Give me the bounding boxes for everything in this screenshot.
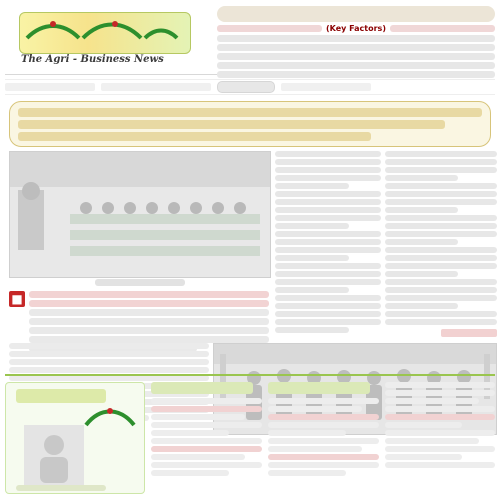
text-line [275,199,381,205]
note-line [385,390,495,396]
masthead-line [217,62,495,69]
text-line [275,223,349,229]
right-column [385,151,497,339]
text-line [29,336,269,343]
text-line [275,215,381,221]
lead-photo [9,151,271,278]
text-line [29,318,269,325]
list-title [268,382,370,394]
text-line [385,311,497,317]
text-line [385,287,497,293]
list-item [151,446,262,452]
logo-wordmark-icon [23,14,185,48]
text-line [385,271,458,277]
list-item [268,454,379,460]
key-factors-text: (Key Factors) [326,24,386,33]
note-line [385,414,495,420]
list-title [151,382,253,394]
text-line [275,255,349,261]
list-item [268,414,379,420]
key-factors-line [217,24,495,33]
masthead-right [217,4,495,74]
lead-line [18,120,445,129]
text-line [9,367,209,373]
masthead-line [217,71,495,78]
person-icon [24,425,84,487]
note-line [385,430,495,436]
note-line [385,422,462,428]
dropcap-icon: ■ [9,291,25,307]
list-item [151,414,245,420]
text-line [385,159,497,165]
text-line [385,295,497,301]
text-line [275,151,381,157]
main-area [5,151,495,341]
note-line [385,446,495,452]
text-line [29,309,269,316]
note-line [385,462,495,468]
list-item [268,438,379,444]
text-line [275,231,381,237]
list-item [151,470,229,476]
text-line [29,291,269,298]
text-line [385,239,458,245]
text-line [9,359,209,365]
strip-cell [101,83,211,91]
photo-caption [95,279,185,286]
text-line [275,303,381,309]
list-item [151,462,262,468]
text-line [275,319,381,325]
list-item [268,470,346,476]
list-item [268,398,379,404]
masthead-line [217,44,495,51]
text-line [275,263,381,269]
text-line [275,295,381,301]
note-line [385,406,495,412]
text-line [385,183,497,189]
list-column-2 [268,382,379,494]
kf-bar-left [217,25,322,32]
list-column-1 [151,382,262,494]
text-line [275,207,381,213]
info-strip [5,79,495,95]
list-item [151,406,262,412]
strip-cell [5,83,95,91]
text-line [385,215,497,221]
date-pill [217,81,275,93]
text-line [385,191,497,197]
list-item [268,422,379,428]
text-line [275,183,349,189]
promo-caption [16,485,106,491]
list-item [268,406,362,412]
text-line [29,300,269,307]
text-line [275,327,349,333]
text-line [275,175,381,181]
text-line [385,151,497,157]
text-line [9,343,209,349]
list-item [268,430,346,436]
strip-cell [281,83,371,91]
text-line [385,175,458,181]
text-line [385,303,458,309]
masthead [5,4,495,75]
person-silhouette-icon [24,425,84,487]
lead-line [18,108,482,117]
logo-area [5,4,215,74]
list-item [151,398,262,404]
masthead-lines [217,35,495,78]
text-line [385,263,497,269]
text-line [275,191,381,197]
agri-tagline: The Agri - Business News [21,54,164,65]
text-line [275,279,381,285]
note-line [385,382,495,388]
bottom-band [5,374,495,494]
text-line [385,255,497,261]
text-line [275,311,381,317]
promo-panel [5,382,145,494]
kf-bar-right [390,25,495,32]
list-item [268,462,379,468]
middle-column [275,151,381,339]
text-line [385,231,497,237]
text-line [275,167,381,173]
list-item [151,438,262,444]
list-item [268,446,362,452]
list-item [151,430,229,436]
text-line [385,207,458,213]
lead-line [18,132,371,141]
conference-photo-icon [10,152,270,277]
text-line [385,223,497,229]
text-line [385,167,497,173]
text-line [9,351,209,357]
list-item [151,454,245,460]
lead-title-box [9,101,491,147]
note-line [385,454,462,460]
text-line [275,239,381,245]
text-line [385,247,497,253]
text-line [275,287,349,293]
text-line [275,247,381,253]
decor-curve-icon [84,401,136,433]
note-line [385,398,479,404]
text-line [275,271,381,277]
text-line [385,279,497,285]
masthead-line [217,53,495,60]
text-line [385,319,497,325]
masthead-headline [217,6,495,22]
text-line [275,159,381,165]
lead-paragraph [9,289,269,339]
masthead-line [217,35,495,42]
notes-column [385,382,495,494]
text-line [385,199,497,205]
text-line [29,327,269,334]
list-item [151,422,262,428]
source-tag [441,329,497,337]
note-line [385,438,479,444]
